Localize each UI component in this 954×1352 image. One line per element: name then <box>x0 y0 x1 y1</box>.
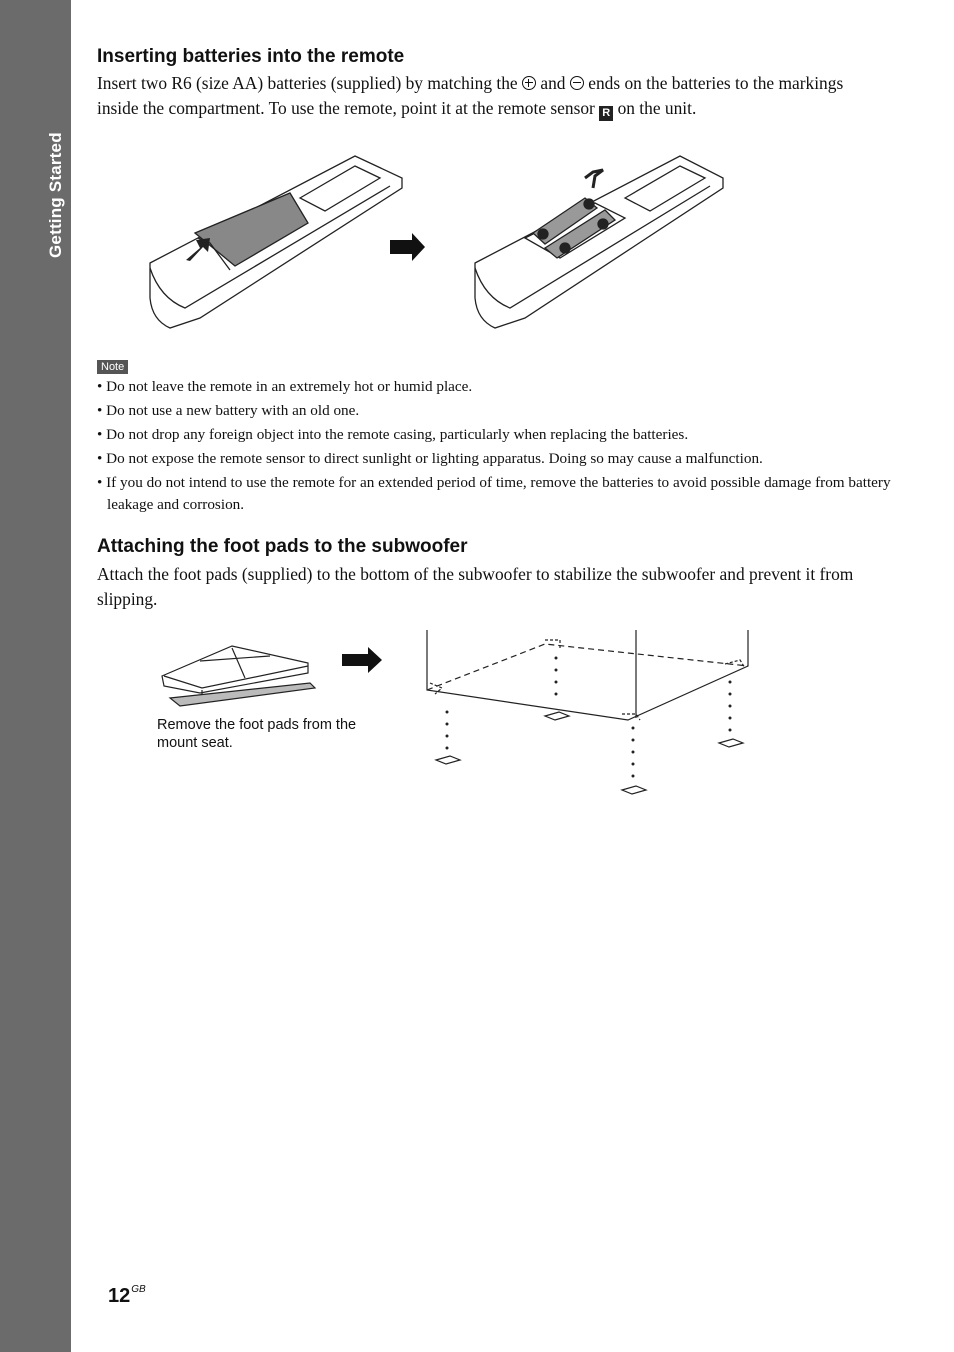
subwoofer-box <box>427 630 748 720</box>
section-heading-batteries: Inserting batteries into the remote <box>97 46 405 67</box>
battery-instructions <box>97 71 887 121</box>
minus-circle-icon <box>570 76 584 90</box>
battery-text-and: and <box>540 73 566 93</box>
foot-pad-caption: Remove the foot pads from the mount seat. <box>157 717 357 751</box>
section-heading-foot-pads: Attaching the foot pads to the subwoofer <box>97 536 468 557</box>
note-item: • If you do not intend to use the remote for an extended period of time, remove the batteries to avoid possible damage from battery leakage and corrosion. <box>97 472 897 516</box>
page-number <box>108 1284 146 1308</box>
foot-pads <box>436 712 743 794</box>
pad-dots <box>446 657 732 778</box>
note-item: • Do not expose the remote sensor to direct sunlight or lighting apparatus. Doing so may cause a malfunction. <box>97 448 897 470</box>
remote-open-cover <box>150 156 402 328</box>
note-item: • Do not leave the remote in an extremely hot or humid place. <box>97 376 897 398</box>
side-tab-label: Getting Started <box>46 132 65 258</box>
right-arrow-icon <box>390 233 425 261</box>
note-item: • Do not drop any foreign object into the remote casing, particularly when replacing the batteries. <box>97 424 897 446</box>
plus-circle-icon <box>522 76 536 90</box>
battery-text-2: ends on the batteries to the markings inside the compartment. To use the remote, point it at the remote sensor <box>97 73 844 118</box>
foot-pad-instructions: Attach the foot pads (supplied) to the bottom of the subwoofer to stabilize the subwoofer and prevent it from slipping. <box>97 564 854 609</box>
remote-sensor-icon: R <box>599 106 613 121</box>
remote-battery-illustration <box>140 148 740 338</box>
battery-text-1: Insert two R6 (size AA) batteries (supplied) by matching the <box>97 73 518 93</box>
page-number-value: 12 <box>108 1285 131 1307</box>
page-number-suffix: GB <box>131 1284 146 1295</box>
note-badge: Note <box>97 360 128 374</box>
battery-text-3: on the unit. <box>617 98 697 118</box>
right-arrow-icon <box>342 647 382 673</box>
note-item: • Do not use a new battery with an old one. <box>97 400 897 422</box>
foot-pad-sheet <box>162 646 315 706</box>
side-tab <box>0 0 71 1352</box>
remote-batteries-in <box>475 156 723 328</box>
note-list <box>97 376 897 518</box>
